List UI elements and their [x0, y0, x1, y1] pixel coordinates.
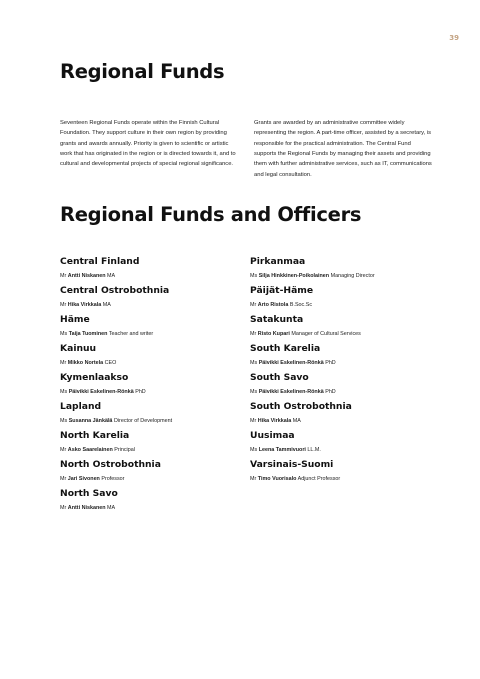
officer-title-prefix: Mr: [250, 331, 257, 337]
fund-entry: [60, 314, 245, 343]
officer-title-prefix: Ms: [250, 447, 258, 453]
region-name: Uusimaa: [250, 430, 295, 441]
officer-name: Silja Hinkkinen-Poikolainen: [258, 273, 330, 279]
officers-column-left: [60, 256, 245, 517]
officer-title-prefix: Mr: [60, 447, 67, 453]
officer-title-prefix: Ms: [250, 389, 258, 395]
officer-line: [250, 418, 435, 425]
region-name: Kymenlaakso: [60, 372, 129, 383]
region-name: Kainuu: [60, 343, 97, 354]
officer-name: Mikko Nortela: [67, 360, 104, 366]
officer-line: [60, 360, 245, 367]
region-name: North Karelia: [60, 430, 130, 441]
officer-name: Risto Kupari: [257, 331, 290, 337]
region-name: Lapland: [60, 401, 102, 412]
officer-role: Manager of Cultural Services: [291, 331, 361, 337]
fund-entry: [60, 430, 245, 459]
region-name: South Savo: [250, 372, 309, 383]
officer-line: [60, 447, 245, 454]
fund-entry: [60, 256, 245, 285]
officer-title-prefix: Ms: [60, 389, 68, 395]
officer-name: Hika Virkkala: [67, 302, 102, 308]
officer-name: Päivikki Eskelinen-Rönkä: [258, 389, 324, 395]
fund-entry: [60, 372, 245, 401]
officer-name: Jari Sivonen: [67, 476, 100, 482]
officer-role: PhD: [135, 389, 146, 395]
officer-title-prefix: Ms: [60, 418, 68, 424]
fund-entry: [250, 285, 435, 314]
section-title-regional-funds: Regional Funds: [60, 60, 225, 83]
officer-title-prefix: Mr: [250, 476, 257, 482]
officer-line: [250, 302, 435, 309]
officer-role: Adjunct Professor: [297, 476, 341, 482]
officer-line: [60, 302, 245, 309]
officer-line: [60, 331, 245, 338]
officer-line: [60, 505, 245, 512]
officer-role: B.Soc.Sc: [289, 302, 313, 308]
intro-paragraph-left: Seventeen Regional Funds operate within the Finnish Cultural Foundation. They support culture in their own region by providing grants and awards annually. Priority is given to scientific or artistic work that has originated in the region or is directed towards it, and to cultural and developmental projects of special regional significance.: [60, 119, 236, 168]
officer-role: Principal: [114, 447, 135, 453]
officer-role: Professor: [101, 476, 125, 482]
region-name: Satakunta: [250, 314, 304, 325]
officer-role: MA: [102, 302, 111, 308]
region-name: Häme: [60, 314, 90, 325]
region-name: South Karelia: [250, 343, 321, 354]
officer-line: [60, 389, 245, 396]
officer-title-prefix: Ms: [60, 331, 68, 337]
officer-line: [60, 418, 245, 425]
officer-title-prefix: Mr: [60, 302, 67, 308]
fund-entry: [60, 459, 245, 488]
intro-paragraph-right: Grants are awarded by an administrative committee widely representing the region. A part-time officer, assisted by a secretary, is responsible for the practical administration. The Central Fund supports the Regional Funds by managing their assets and providing them with further administrative services, such as IT, communications and legal consultation.: [254, 119, 432, 178]
officer-title-prefix: Mr: [250, 302, 257, 308]
officer-line: [60, 476, 245, 483]
officer-role: CEO: [104, 360, 117, 366]
region-name: Central Ostrobothnia: [60, 285, 170, 296]
region-name: North Savo: [60, 488, 118, 499]
region-name: Pirkanmaa: [250, 256, 306, 267]
fund-entry: [60, 488, 245, 517]
officer-name: Hika Virkkala: [257, 418, 292, 424]
officer-title-prefix: Mr: [60, 360, 67, 366]
region-name: North Ostrobothnia: [60, 459, 161, 470]
officer-role: Managing Director: [330, 273, 375, 279]
officer-title-prefix: Ms: [250, 360, 258, 366]
officer-line: [60, 273, 245, 280]
officer-name: Antti Niskanen: [67, 505, 106, 511]
officer-name: Taija Tuominen: [68, 331, 108, 337]
fund-entry: [250, 372, 435, 401]
officer-line: [250, 447, 435, 454]
fund-entry: [250, 343, 435, 372]
officer-title-prefix: Mr: [60, 273, 67, 279]
officer-name: Leena Tammivuori: [258, 447, 306, 453]
officer-title-prefix: Mr: [60, 505, 67, 511]
officer-name: Päivikki Eskelinen-Rönkä: [68, 389, 134, 395]
officer-name: Susanna Jänkälä: [68, 418, 113, 424]
fund-entry: [250, 401, 435, 430]
region-name: Varsinais-Suomi: [250, 459, 334, 470]
fund-entry: [250, 430, 435, 459]
officer-title-prefix: Ms: [250, 273, 258, 279]
officer-name: Arto Ristola: [257, 302, 289, 308]
fund-entry: [250, 314, 435, 343]
officer-name: Timo Vuorisalo: [257, 476, 297, 482]
officer-role: PhD: [325, 389, 336, 395]
officer-role: MA: [107, 505, 116, 511]
officer-name: Antti Niskanen: [67, 273, 106, 279]
region-name: Central Finland: [60, 256, 140, 267]
officer-line: [250, 476, 435, 483]
fund-entry: [60, 343, 245, 372]
fund-entry: [60, 285, 245, 314]
officer-role: LL.M.: [307, 447, 321, 453]
officers-column-right: [250, 256, 435, 488]
officer-line: [250, 273, 435, 280]
officer-line: [250, 389, 435, 396]
section-title-regional-funds-and-officers: Regional Funds and Officers: [60, 203, 362, 226]
fund-entry: [60, 401, 245, 430]
region-name: South Ostrobothnia: [250, 401, 352, 412]
officer-line: [250, 360, 435, 367]
officer-role: MA: [107, 273, 116, 279]
officer-line: [250, 331, 435, 338]
fund-entry: [250, 459, 435, 488]
officer-title-prefix: Mr: [60, 476, 67, 482]
officer-title-prefix: Mr: [250, 418, 257, 424]
officer-name: Päivikki Eskelinen-Rönkä: [258, 360, 324, 366]
officer-role: MA: [292, 418, 301, 424]
officer-role: Director of Development: [113, 418, 173, 424]
officer-role: PhD: [325, 360, 336, 366]
officer-name: Asko Saarelainen: [67, 447, 113, 453]
page-number: 39: [449, 34, 459, 42]
fund-entry: [250, 256, 435, 285]
officer-role: Teacher and writer: [108, 331, 154, 337]
region-name: Päijät-Häme: [250, 285, 314, 296]
